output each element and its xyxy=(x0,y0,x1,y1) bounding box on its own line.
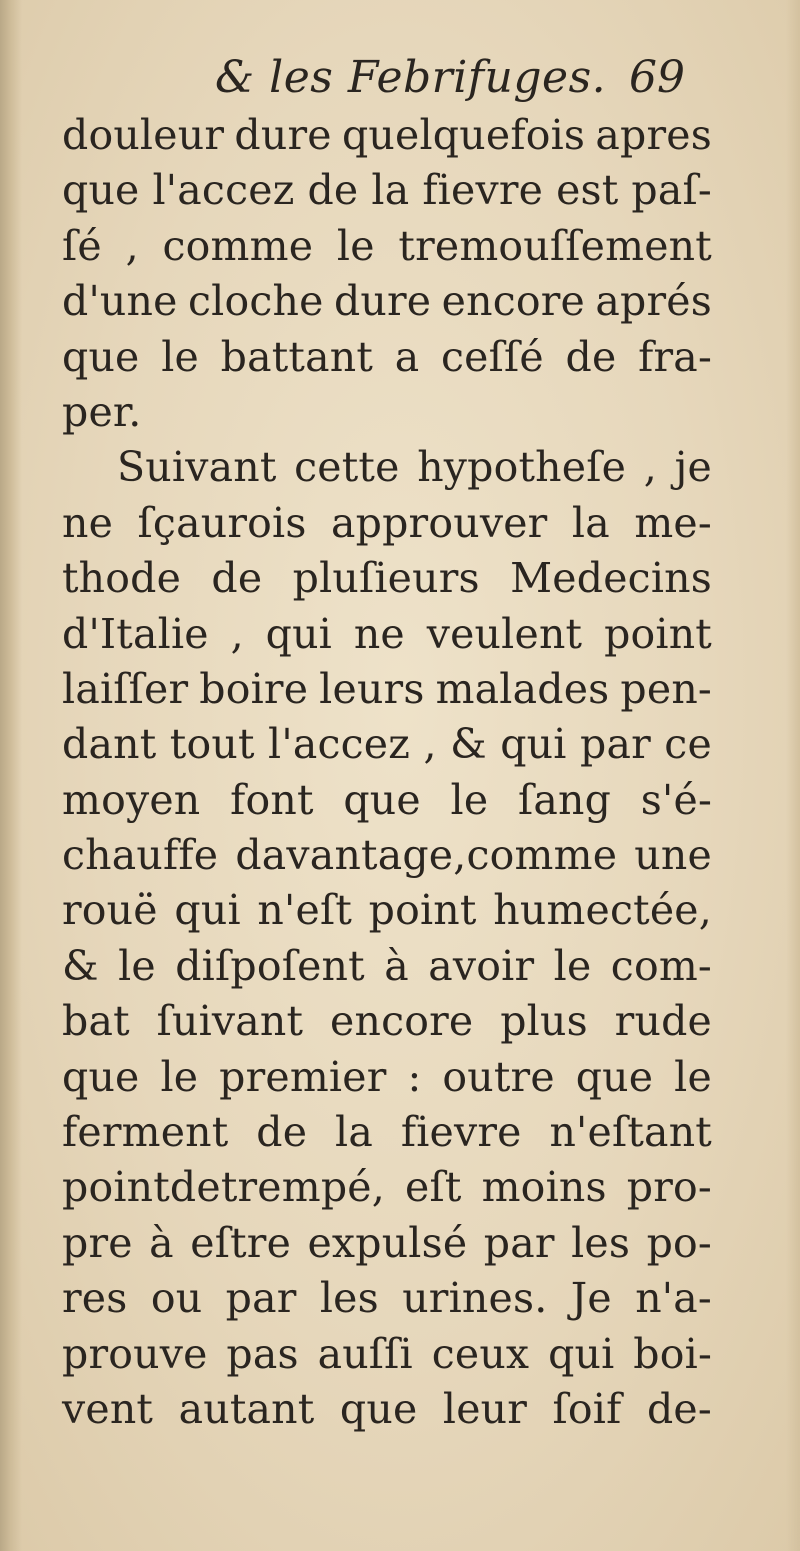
word: ou xyxy=(150,1274,203,1323)
word: thode xyxy=(62,554,182,603)
word: par xyxy=(225,1274,297,1323)
word: est xyxy=(556,166,619,215)
word: outre xyxy=(442,1052,555,1101)
text-line xyxy=(62,1216,712,1271)
word: tremouſſement xyxy=(398,221,712,270)
word: approuver xyxy=(331,498,548,547)
word: apres xyxy=(595,111,712,159)
word: s'é- xyxy=(640,775,712,824)
text-line xyxy=(62,1327,712,1382)
word: expulsé xyxy=(307,1218,468,1267)
word: humectée, xyxy=(493,886,712,935)
word: boire xyxy=(199,664,309,713)
word: per. xyxy=(62,387,142,436)
word: bat xyxy=(62,997,130,1046)
word: , xyxy=(125,221,139,270)
word: de xyxy=(565,332,617,381)
word: a xyxy=(394,332,420,381)
word: qui xyxy=(500,720,567,769)
word: le xyxy=(160,1052,199,1101)
word: par xyxy=(580,720,651,769)
word: pro- xyxy=(626,1163,712,1212)
page-number: 69 xyxy=(629,52,685,103)
word: eſt xyxy=(405,1163,462,1212)
text-line xyxy=(62,1271,712,1326)
text-line xyxy=(62,219,712,274)
word: à xyxy=(384,941,409,990)
word: diſpoſent xyxy=(175,941,365,990)
word: davantage,comme xyxy=(235,831,618,880)
word: ſuivant xyxy=(156,997,304,1046)
word: la xyxy=(571,498,610,547)
word: aprés xyxy=(595,277,712,326)
word: , xyxy=(643,443,657,492)
text-line xyxy=(62,717,712,772)
word: battant xyxy=(220,332,374,381)
text-line xyxy=(62,773,712,828)
word: le xyxy=(118,941,156,990)
text-line xyxy=(62,883,712,938)
word: que xyxy=(575,1052,654,1101)
body-text xyxy=(62,108,712,1437)
word: Je xyxy=(570,1274,612,1323)
word: la xyxy=(371,166,410,215)
text-line xyxy=(62,385,712,440)
word: veulent xyxy=(426,609,583,658)
word: de xyxy=(256,1108,308,1157)
word: moyen xyxy=(62,775,201,824)
word: qui xyxy=(174,886,241,935)
word: leur xyxy=(442,1384,528,1433)
text-line xyxy=(62,994,712,1049)
word: que xyxy=(62,332,140,381)
word: ſoif xyxy=(552,1384,622,1433)
text-line xyxy=(62,1382,712,1437)
text-line xyxy=(62,1105,712,1160)
text-line xyxy=(62,551,712,606)
word: pas xyxy=(226,1329,299,1378)
text-line xyxy=(62,108,712,163)
text-line xyxy=(62,440,712,495)
word: Medecins xyxy=(510,554,712,603)
word: ceux xyxy=(431,1329,530,1378)
word: de- xyxy=(646,1384,712,1433)
word: laiſſer xyxy=(62,664,189,713)
word: point xyxy=(368,886,477,935)
word: d'une xyxy=(62,277,178,326)
word: premier xyxy=(219,1052,387,1101)
word: douleur xyxy=(62,111,225,159)
word: res xyxy=(62,1274,128,1323)
word: ferment xyxy=(62,1108,229,1157)
word: moins xyxy=(481,1163,607,1212)
word: malades xyxy=(435,664,610,713)
word: qui xyxy=(265,609,332,658)
word: que xyxy=(62,166,140,215)
word: l'accez xyxy=(268,720,411,769)
word: à xyxy=(149,1218,174,1267)
word: leurs xyxy=(319,664,425,713)
word: de xyxy=(307,166,359,215)
word: cloche xyxy=(187,277,324,326)
word: ſang xyxy=(518,775,612,824)
word: que xyxy=(339,1384,418,1433)
word: ne xyxy=(353,609,405,658)
word: rouë xyxy=(62,886,158,935)
word: pluſieurs xyxy=(292,554,480,603)
word: comme xyxy=(162,221,314,270)
text-line xyxy=(62,1160,712,1215)
text-line xyxy=(62,496,712,551)
word: & xyxy=(450,720,487,769)
page-edge xyxy=(786,0,800,1551)
word: les xyxy=(319,1274,379,1323)
word: point xyxy=(604,609,712,658)
word: dure xyxy=(333,277,432,326)
word: le xyxy=(674,1052,712,1101)
text-line xyxy=(62,274,712,329)
word: fievre xyxy=(422,166,544,215)
word: quelquefois xyxy=(341,111,586,159)
word: dure xyxy=(234,111,332,159)
word: fievre xyxy=(400,1108,522,1157)
word: le xyxy=(161,332,199,381)
word: ſé xyxy=(62,221,102,270)
word: pen- xyxy=(620,664,712,713)
word: je xyxy=(674,443,712,492)
word: po- xyxy=(646,1218,712,1267)
word: Suivant xyxy=(117,443,277,492)
word: les xyxy=(571,1218,631,1267)
word: qui xyxy=(548,1329,615,1378)
running-head xyxy=(215,40,685,110)
word: chauffe xyxy=(62,831,219,880)
word: dant xyxy=(62,720,157,769)
word: le xyxy=(336,221,375,270)
word: & xyxy=(62,941,99,990)
word: n'eſt xyxy=(257,886,353,935)
word: d'Italie xyxy=(62,609,209,658)
word: boi- xyxy=(633,1329,712,1378)
word: font xyxy=(230,775,314,824)
word: le xyxy=(553,941,592,990)
word: paſ- xyxy=(631,166,712,215)
word: que xyxy=(62,1052,140,1101)
word: la xyxy=(335,1108,374,1157)
word: auſſi xyxy=(317,1329,413,1378)
word: avoir xyxy=(428,941,535,990)
text-line xyxy=(62,330,712,385)
word: encore xyxy=(330,997,474,1046)
word: autant xyxy=(178,1384,315,1433)
text-line xyxy=(62,1050,712,1105)
word: rude xyxy=(614,997,712,1046)
word: eſtre xyxy=(190,1218,292,1267)
word: vent xyxy=(62,1384,154,1433)
word: n'a- xyxy=(635,1274,712,1323)
word: urines. xyxy=(402,1274,548,1323)
word: ceſſé xyxy=(441,332,544,381)
word: plus xyxy=(500,997,588,1046)
word: com- xyxy=(610,941,712,990)
text-line xyxy=(62,662,712,717)
word: tout xyxy=(169,720,255,769)
word: , xyxy=(230,609,244,658)
word: que xyxy=(343,775,421,824)
word: fra- xyxy=(638,332,712,381)
word: ne xyxy=(62,498,114,547)
word: : xyxy=(407,1052,422,1101)
word: n'eſtant xyxy=(549,1108,712,1157)
word: cette xyxy=(294,443,400,492)
word: pre xyxy=(62,1218,133,1267)
word: ce xyxy=(664,720,712,769)
word: hypotheſe xyxy=(417,443,627,492)
running-title: & les Febrifuges. xyxy=(215,52,607,103)
word: par xyxy=(483,1218,555,1267)
binding-edge xyxy=(0,0,22,1551)
word: ſçaurois xyxy=(137,498,307,547)
word: , xyxy=(423,720,437,769)
word: prouve xyxy=(62,1329,208,1378)
text-line xyxy=(62,607,712,662)
text-line xyxy=(62,163,712,218)
text-line xyxy=(62,828,712,883)
word: le xyxy=(450,775,489,824)
word: pointdetrempé, xyxy=(62,1163,385,1212)
word: me- xyxy=(634,498,712,547)
word: de xyxy=(211,554,263,603)
word: encore xyxy=(441,277,586,326)
word: l'accez xyxy=(152,166,295,215)
word: une xyxy=(634,831,712,880)
text-line xyxy=(62,939,712,994)
